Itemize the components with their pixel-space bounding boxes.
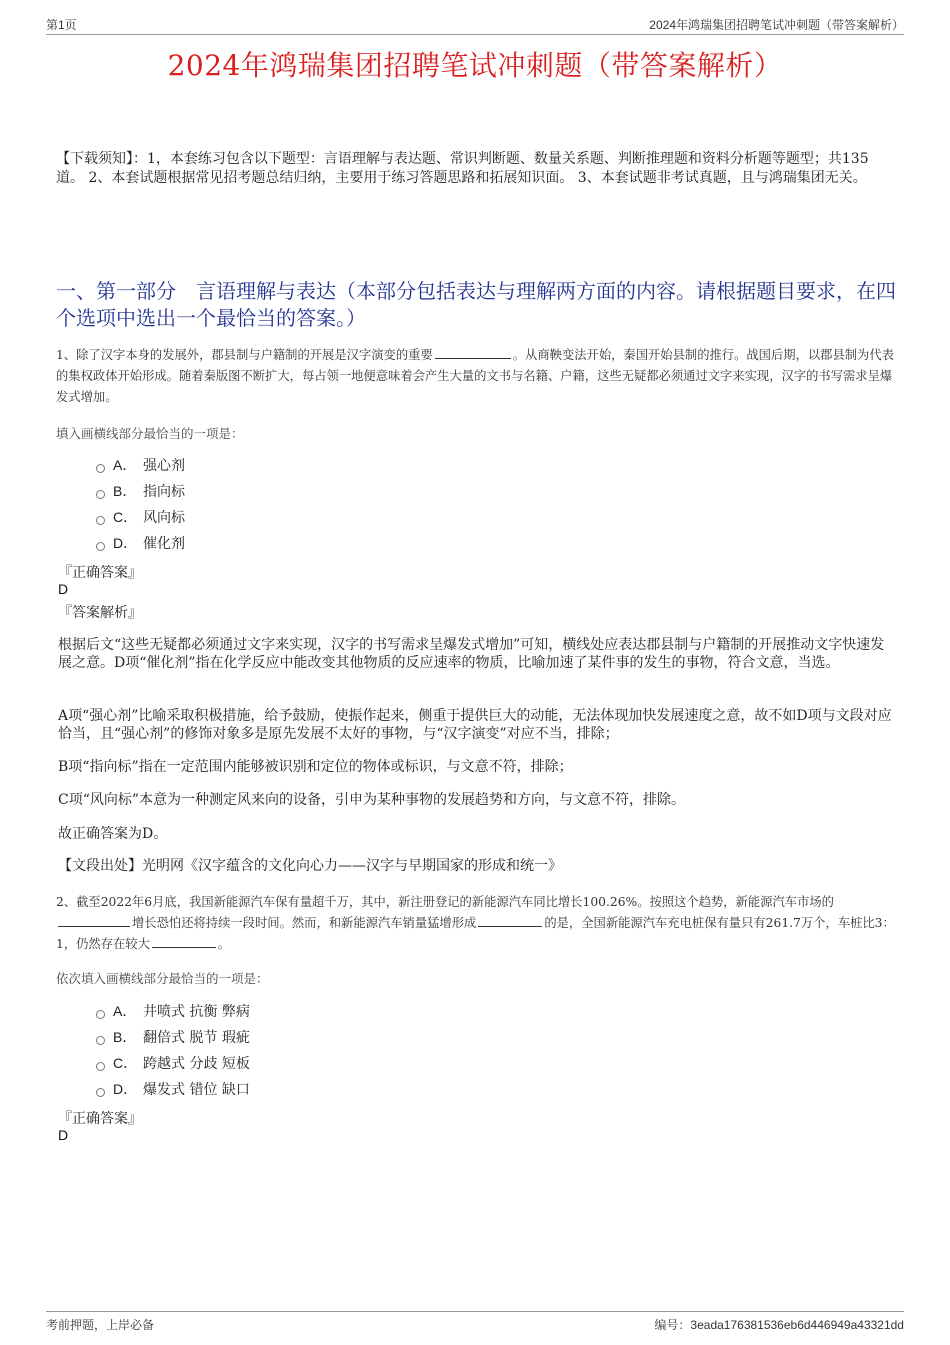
option-letter: B． <box>113 483 137 499</box>
option-letter: A． <box>113 1003 137 1019</box>
radio-icon[interactable] <box>96 1088 105 1097</box>
radio-icon[interactable] <box>96 1036 105 1045</box>
option-letter: B． <box>113 1029 137 1045</box>
option-b[interactable] <box>96 1024 250 1050</box>
option-text: 强心剂 <box>143 458 185 474</box>
answer-value: D <box>58 1127 69 1143</box>
page-footer <box>46 1311 904 1332</box>
question-2-text-part: 2、截至2022年6月底，我国新能源汽车保有量超千万，其中，新注册登记的新能源汽车同比增长100.26%。按照这个趋势，新能源汽车市场的 <box>56 895 834 909</box>
radio-icon[interactable] <box>96 1010 105 1019</box>
question-1-options <box>96 452 185 556</box>
question-2-text <box>56 892 898 955</box>
question-1-text-part: 1、除了汉字本身的发展外，郡县制与户籍制的开展是汉字演变的重要 <box>56 348 433 362</box>
analysis-paragraph: 根据后文“这些无疑都必须通过文字来实现，汉字的书写需求呈爆发式增加”可知，横线处应表达郡县制与户籍制的开展推动文字快速发展之意。D项“催化剂”指在化学反应中能改变其他物质的反应速率的物质，比喻加速了某件事的发生的事物，符合文意，当选。 <box>58 637 885 671</box>
option-letter: D． <box>113 1081 138 1097</box>
option-a[interactable] <box>96 998 250 1024</box>
option-b[interactable] <box>96 478 185 504</box>
question-2-prompt: 依次填入画横线部分最恰当的一项是： <box>56 971 269 986</box>
question-1-prompt: 填入画横线部分最恰当的一项是： <box>56 426 244 441</box>
radio-icon[interactable] <box>96 490 105 499</box>
answer-label: 『正确答案』 <box>58 1111 142 1127</box>
footer-slogan: 考前押题，上岸必备 <box>46 1318 155 1332</box>
question-2-options <box>96 998 250 1102</box>
option-letter: C． <box>113 509 138 525</box>
analysis-paragraph: C项“风向标”本意为一种测定风来向的设备，引申为某种事物的发展趋势和方向，与文意不符，排除。 <box>58 792 686 808</box>
option-letter: C． <box>113 1055 138 1071</box>
radio-icon[interactable] <box>96 516 105 525</box>
answer-value: D <box>58 581 69 597</box>
section-heading: 一、第一部分 言语理解与表达（本部分包括表达与理解两方面的内容。请根据题目要求，在四个选项中选出一个最恰当的答案。） <box>56 279 896 330</box>
header-doc-title: 2024年鸿瑞集团招聘笔试冲刺题（带答案解析） <box>649 18 904 32</box>
question-2-text-part: 增长恐怕还将持续一段时间。然而，和新能源汽车销量猛增形成 <box>132 916 477 930</box>
option-c[interactable] <box>96 1050 250 1076</box>
answer-blank <box>152 935 216 948</box>
answer-label: 『正确答案』 <box>58 565 142 581</box>
answer-blank <box>58 914 130 927</box>
page-number: 第1页 <box>46 18 77 32</box>
analysis-conclusion: 故正确答案为D。 <box>58 826 168 842</box>
option-c[interactable] <box>96 504 185 530</box>
radio-icon[interactable] <box>96 1062 105 1071</box>
answer-blank <box>478 914 542 927</box>
download-notice: 【下载须知】：1，本套练习包含以下题型：言语理解与表达题、常识判断题、数量关系题、判断推理题和资料分析题等题型；共135道。 2、本套试题根据常见招考题总结归纳，主要用于练习答题思路和拓展知识面。 3、本套试题非考试真题，且与鸿瑞集团无关。 <box>56 151 869 186</box>
question-2-text-part: 的是，全国新能源汽车充电桩保有量只有261.7万个，车桩比3：1，仍然存在较大 <box>56 916 895 951</box>
option-text: 风向标 <box>143 510 185 526</box>
footer-id: 编号：3eada176381536eb6d446949a43321dd <box>654 1318 904 1332</box>
option-text: 井喷式 抗衡 弊病 <box>143 1004 250 1020</box>
question-2-text-part: 。 <box>217 937 231 951</box>
analysis-paragraph: A项“强心剂”比喻采取积极措施，给予鼓励，使振作起来，侧重于提供巨大的动能，无法体现加快发展速度之意，故不如D项与文段对应恰当，且“强心剂”的修饰对象多是原先发展不太好的事物，与“汉字演变”对应不当，排除； <box>58 708 892 742</box>
page-header <box>46 14 904 35</box>
option-d[interactable] <box>96 530 185 556</box>
option-d[interactable] <box>96 1076 250 1102</box>
answer-blank <box>435 346 511 359</box>
radio-icon[interactable] <box>96 464 105 473</box>
option-text: 爆发式 错位 缺口 <box>143 1082 250 1098</box>
question-1-text <box>56 345 898 408</box>
analysis-source: 【文段出处】光明网《汉字蕴含的文化向心力——汉字与早期国家的形成和统一》 <box>58 858 562 874</box>
option-letter: D． <box>113 535 138 551</box>
option-text: 催化剂 <box>143 536 185 552</box>
option-text: 翻倍式 脱节 瑕疵 <box>143 1030 250 1046</box>
option-letter: A． <box>113 457 137 473</box>
option-a[interactable] <box>96 452 185 478</box>
document-title: 2024年鸿瑞集团招聘笔试冲刺题（带答案解析） <box>167 49 783 82</box>
analysis-paragraph: B项“指向标”指在一定范围内能够被识别和定位的物体或标识，与文意不符，排除； <box>58 759 573 775</box>
option-text: 指向标 <box>143 484 185 500</box>
analysis-label: 『答案解析』 <box>58 605 142 621</box>
option-text: 跨越式 分歧 短板 <box>143 1056 250 1072</box>
radio-icon[interactable] <box>96 542 105 551</box>
question-1-text-part: 。从商鞅变法开始，秦国开始县制的推行。战国后期，以郡县制为代表的集权政体开始形成。随着秦版图不断扩大，每占领一地便意味着会产生大量的文书与名籍、户籍，这些无疑都必须通过文字来实现，汉字的书写需求呈爆发式增加。 <box>56 348 894 404</box>
